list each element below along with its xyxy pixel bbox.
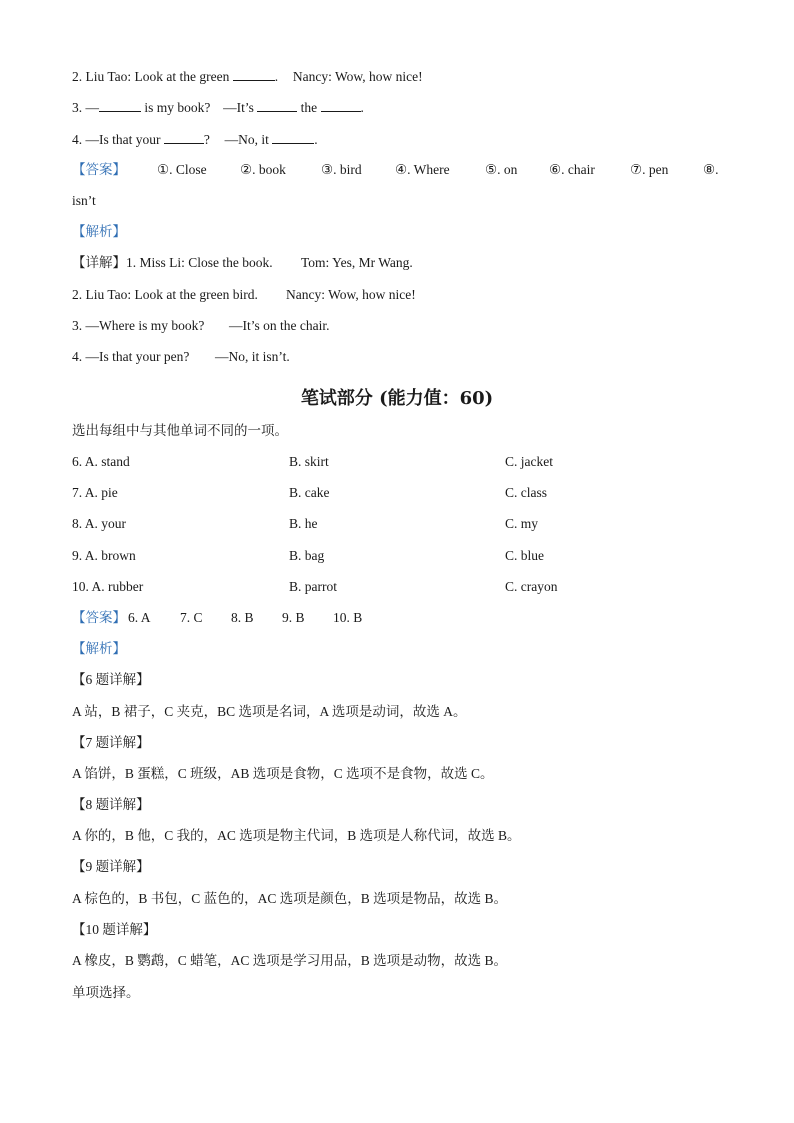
detail-line-2-reply: Nancy: Wow, how nice! bbox=[286, 287, 416, 302]
choice-9-c: C. blue bbox=[505, 548, 544, 563]
closing-text: 单项选择。 bbox=[72, 985, 140, 1000]
explanation-6-head: 【6 题详解】 bbox=[72, 672, 150, 687]
choice-6-c: C. jacket bbox=[505, 454, 553, 469]
question-3: 3. — is my book? —It’s the . bbox=[72, 100, 364, 115]
explanation-10-head: 【10 题详解】 bbox=[72, 922, 157, 937]
explanation-6-text: A 站，B 裙子，C 夹克，BC 选项是名词，A 选项是动词，故选 A。 bbox=[72, 704, 467, 719]
blank bbox=[99, 99, 141, 112]
answer-item: 10. B bbox=[333, 610, 363, 625]
answer-item: 7. C bbox=[180, 610, 203, 625]
question-4: 4. —Is that your ? —No, it . bbox=[72, 132, 318, 147]
answer-item: 9. B bbox=[282, 610, 305, 625]
detail-line-4: 4. —Is that your pen? bbox=[72, 349, 190, 364]
answer-wrap: isn’t bbox=[72, 193, 96, 208]
choice-10-a: 10. A. rubber bbox=[72, 579, 144, 594]
choice-7-a: 7. A. pie bbox=[72, 485, 118, 500]
choice-6-a: 6. A. stand bbox=[72, 454, 130, 469]
explanation-9-head: 【9 题详解】 bbox=[72, 859, 150, 874]
answer-tag: 【答案】 bbox=[72, 610, 126, 625]
answer-item: ②. book bbox=[240, 162, 286, 177]
detail-line-2: 2. Liu Tao: Look at the green bird. bbox=[72, 287, 258, 302]
answer-item: ⑦. pen bbox=[630, 162, 669, 177]
choice-6-b: B. skirt bbox=[289, 454, 329, 469]
answer-item: 8. B bbox=[231, 610, 254, 625]
answer-item: ④. Where bbox=[395, 162, 450, 177]
choice-8-c: C. my bbox=[505, 516, 539, 531]
answer-line-2 bbox=[72, 610, 126, 626]
answer-item: 6. A bbox=[128, 610, 151, 625]
detail-line-3-reply: —It’s on the chair. bbox=[229, 318, 330, 333]
explanation-10-text: A 橡皮，B 鹦鹉，C 蜡笔，AC 选项是学习用品，B 选项是动物，故选 B。 bbox=[72, 953, 508, 968]
choice-8-b: B. he bbox=[289, 516, 318, 531]
choice-7-b: B. cake bbox=[289, 485, 330, 500]
question-2: 2. Liu Tao: Look at the green . Nancy: Wow, how nice! bbox=[72, 69, 423, 84]
detail-line-1: 【详解】1. Miss Li: Close the book. bbox=[72, 255, 273, 270]
choice-9-a: 9. A. brown bbox=[72, 548, 136, 563]
detail-line-4-reply: —No, it isn’t. bbox=[215, 349, 290, 364]
choice-9-b: B. bag bbox=[289, 548, 325, 563]
choice-8-a: 8. A. your bbox=[72, 516, 126, 531]
analysis-tag: 【解析】 bbox=[72, 641, 126, 656]
explanation-9-text: A 棕色的，B 书包，C 蓝色的，AC 选项是颜色，B 选项是物品，故选 B。 bbox=[72, 891, 508, 906]
answer-item: ⑧. bbox=[703, 162, 719, 177]
explanation-7-text: A 馅饼，B 蛋糕，C 班级，AB 选项是食物，C 选项不是食物，故选 C。 bbox=[72, 766, 494, 781]
instruction: 选出每组中与其他单词不同的一项。 bbox=[72, 423, 288, 438]
choice-10-b: B. parrot bbox=[289, 579, 337, 594]
choice-10-c: C. crayon bbox=[505, 579, 558, 594]
section-title: 笔试部分 (能力值：60) bbox=[300, 388, 494, 409]
answer-item: ①. Close bbox=[157, 162, 207, 177]
analysis-tag: 【解析】 bbox=[72, 224, 126, 239]
blank bbox=[272, 131, 314, 144]
blank bbox=[164, 131, 204, 144]
detail-line-1-reply: Tom: Yes, Mr Wang. bbox=[301, 255, 413, 270]
detail-line-3: 3. —Where is my book? bbox=[72, 318, 205, 333]
answer-item: ⑤. on bbox=[485, 162, 518, 177]
answer-line-1 bbox=[72, 162, 126, 178]
blank bbox=[321, 99, 361, 112]
answer-item: ③. bird bbox=[321, 162, 362, 177]
answer-tag: 【答案】 bbox=[72, 162, 126, 177]
explanation-7-head: 【7 题详解】 bbox=[72, 735, 150, 750]
blank bbox=[233, 68, 275, 81]
answer-item: ⑥. chair bbox=[549, 162, 595, 177]
blank bbox=[257, 99, 297, 112]
explanation-8-head: 【8 题详解】 bbox=[72, 797, 150, 812]
explanation-8-text: A 你的，B 他，C 我的，AC 选项是物主代词，B 选项是人称代词，故选 B。 bbox=[72, 828, 521, 843]
choice-7-c: C. class bbox=[505, 485, 547, 500]
